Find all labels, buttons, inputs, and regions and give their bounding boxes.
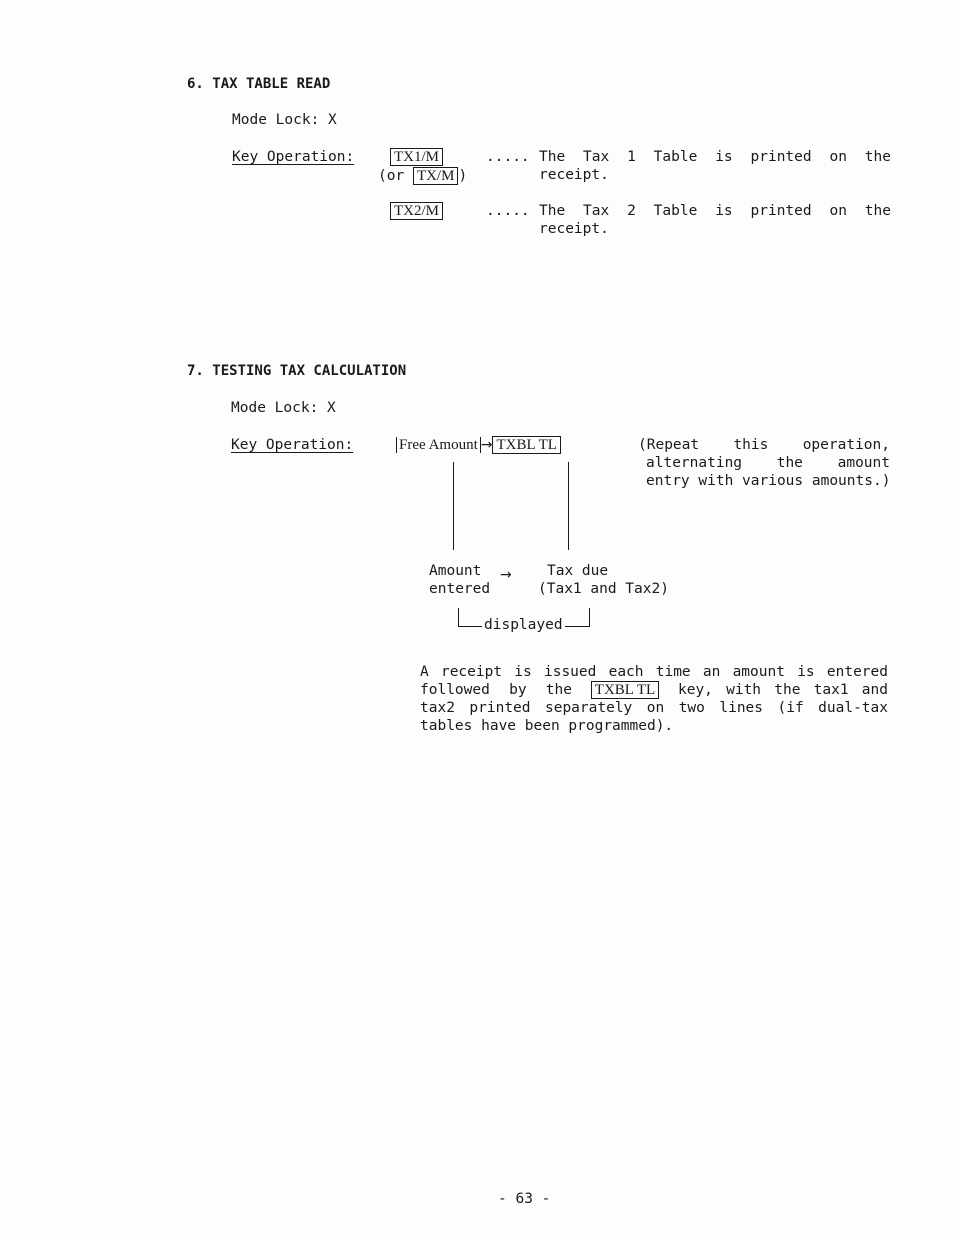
key-tx1-m-label: TX1/M [390, 148, 443, 166]
repeat-note-line2: alternating the amount [646, 455, 890, 471]
txbl-tl-key: TXBL TL [492, 436, 560, 454]
op2-desc-line2: receipt. [539, 221, 609, 237]
para-line2-post: key, with the tax1 and [677, 682, 888, 698]
alt-prefix: (or [378, 168, 405, 184]
alt-key-tx-m [378, 167, 467, 185]
tax-due-label-2: (Tax1 and Tax2) [538, 581, 669, 597]
amount-connector-line [453, 462, 454, 550]
free-amount-key: Free Amount [396, 437, 481, 453]
op1-desc-line2: receipt. [539, 167, 609, 183]
op1-desc-line1: The Tax 1 Table is printed on the [539, 149, 891, 165]
alt-suffix: ) [458, 168, 468, 184]
key-tx-m-label: TX/M [413, 167, 459, 185]
repeat-note-line1: (Repeat this operation, [638, 437, 890, 453]
section-7-key-operation-label: Key Operation: [231, 437, 354, 453]
key-tx1-m [390, 148, 443, 166]
para-line1: A receipt is issued each time an amount is entered [420, 664, 888, 680]
op2-desc-line1: The Tax 2 Table is printed on the [539, 203, 891, 219]
key-tx2-m [390, 202, 443, 220]
section-7-heading: 7. TESTING TAX CALCULATION [187, 363, 407, 379]
op2-dots: ..... [486, 203, 530, 219]
key-sequence [396, 436, 561, 454]
section-6-heading: 6. TAX TABLE READ [187, 76, 331, 92]
section-7-mode-lock: Mode Lock: X [231, 400, 336, 416]
op1-dots: ..... [486, 149, 530, 165]
para-line3: tax2 printed separately on two lines (if dual-tax [420, 700, 888, 716]
sequence-arrow: → [480, 437, 493, 453]
receipt-paragraph [420, 663, 888, 735]
para-line2 [420, 681, 888, 699]
section-6-mode-lock: Mode Lock: X [232, 112, 337, 128]
para-line2-pre: followed by the [420, 682, 572, 698]
tax-connector-line [568, 462, 569, 550]
page-number: - 63 - [498, 1191, 551, 1207]
amount-entered-label-1: Amount [429, 563, 482, 579]
middle-arrow: → [500, 567, 512, 583]
tax-due-label-1: Tax due [547, 563, 609, 579]
repeat-note-line3: entry with various amounts.) [646, 473, 891, 489]
amount-entered-label-2: entered [429, 581, 491, 597]
para-txbl-tl-key: TXBL TL [591, 681, 659, 699]
key-tx2-m-label: TX2/M [390, 202, 443, 220]
para-line4: tables have been programmed). [420, 718, 674, 734]
displayed-label: displayed [484, 617, 563, 633]
section-6-key-operation-label: Key Operation: [232, 149, 355, 165]
